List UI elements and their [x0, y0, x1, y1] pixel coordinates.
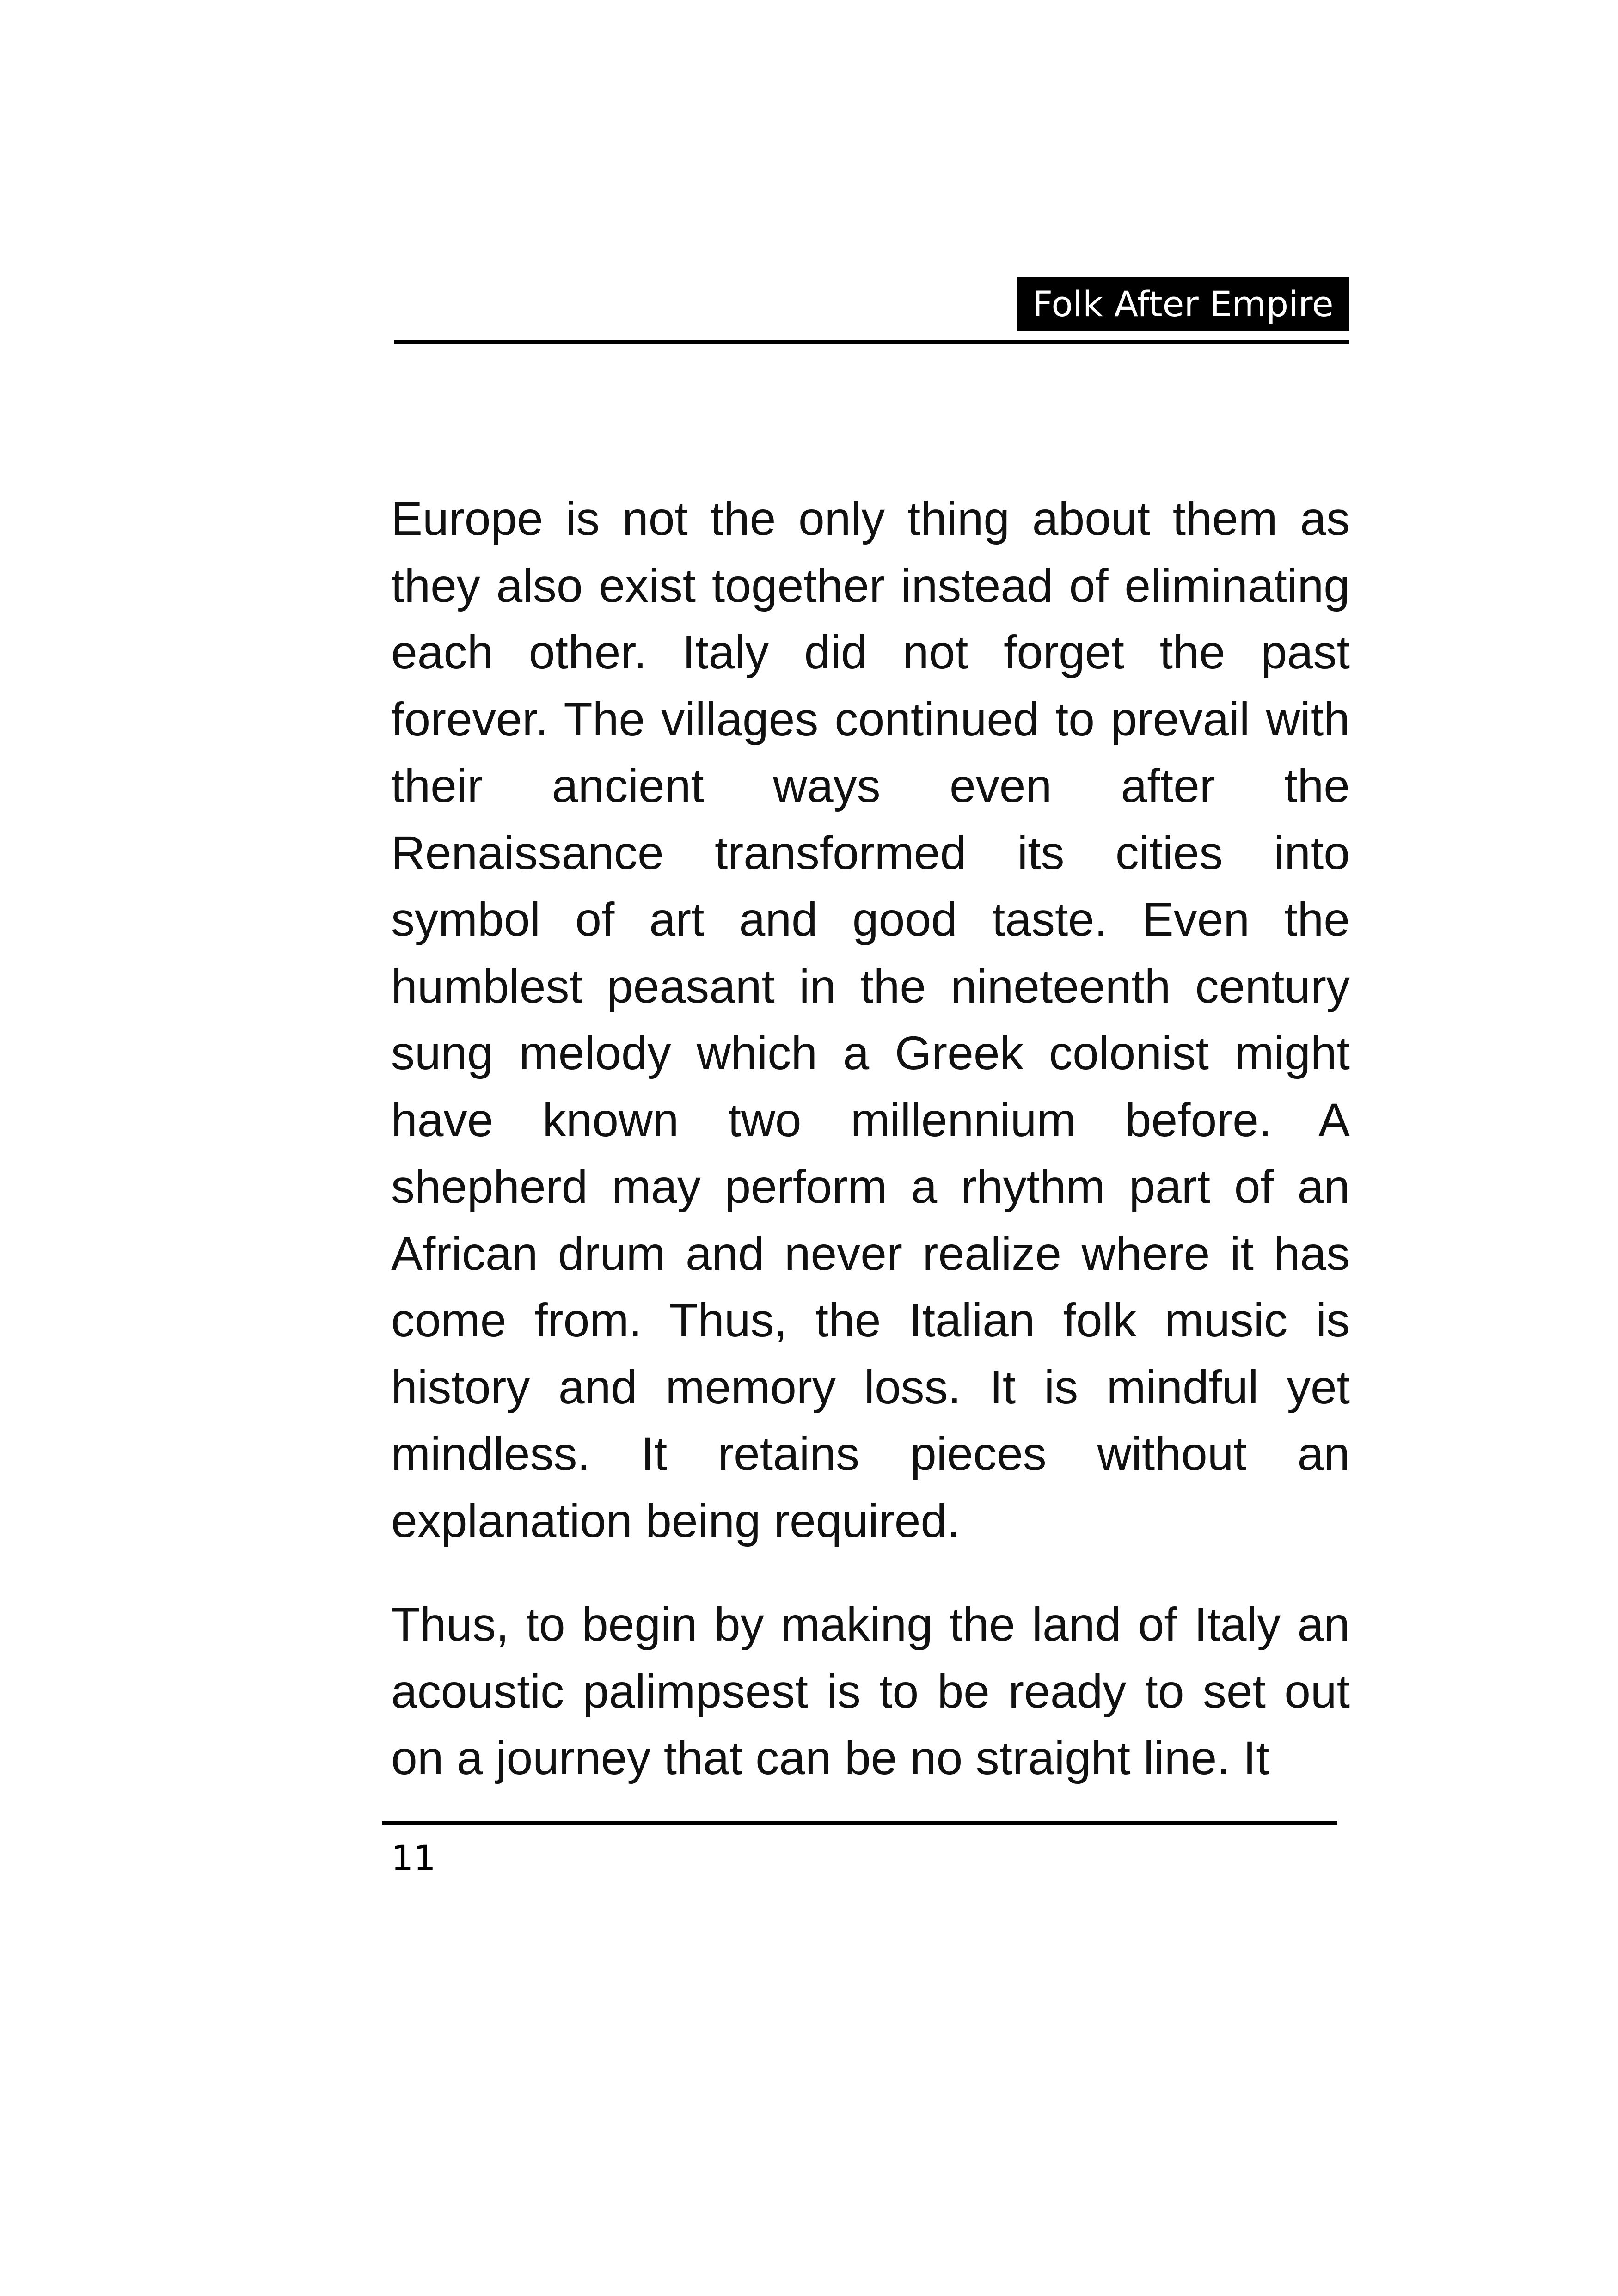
header-rule [394, 340, 1349, 344]
footer-rule [382, 1821, 1337, 1825]
paragraph: Thus, to begin by making the land of Italy an acoustic palimpsest is to be ready to set out on a journey that can be no straight line. It [391, 1598, 1350, 1784]
paragraph: Europe is not the only thing about them as they also exist together instead of eliminating each other. Italy did not forget the past forever. The villages continued to prevail with their ancient ways even after the Renaissance transformed its cities into symbol of art and good taste. Even the humblest peasant in the nineteenth century sung melody which a Greek colonist might have known two millennium before. A shepherd may perform a rhythm part of an African drum and never realize where it has come from. Thus, the Italian folk music is history and memory loss. It is mindful yet mindless. It retains pieces without an explanation being required. [391, 492, 1350, 1547]
running-header-title: Folk After Empire [1017, 277, 1349, 331]
body-text [391, 485, 1350, 1792]
page-number: 11 [391, 1837, 436, 1879]
